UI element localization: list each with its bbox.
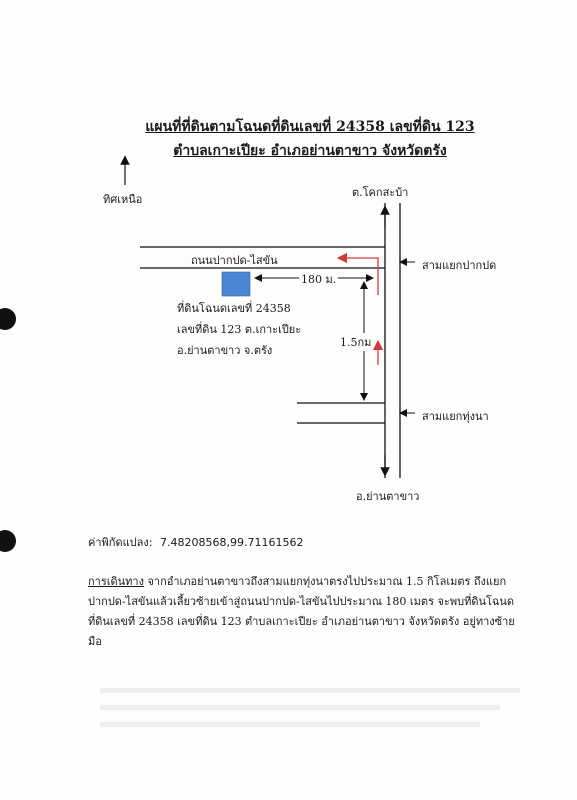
road-north-label: ต.โคกสะบ้า: [352, 186, 409, 199]
distance-label-180m: 180 ม.: [299, 270, 338, 288]
north-label: ทิศเหนือ: [103, 193, 143, 206]
show-through-line: [100, 705, 500, 710]
road-south-label: อ.ย่านตาขาว: [356, 490, 420, 503]
route-turn-line: [345, 258, 378, 295]
punch-hole: [0, 530, 16, 552]
land-parcel-marker: [222, 272, 250, 296]
map-title: แผนที่ที่ดินตามโฉนดที่ดินเลขที่ 24358 เลขที่ดิน 123: [145, 119, 475, 135]
parcel-label-line2: เลขที่ดิน 123 ต.เกาะเปียะ: [177, 323, 302, 336]
directions-text: จากอำเภอย่านตาขาวถึงสามแยกทุ่งนาตรงไปประมาณ 1.5 กิโลเมตร ถึงแยกปากปด-ไสขันแล้วเลี้ยวซ้ายเข้าสู่ถนนปากปด-ไสขันไปประมาณ 180 เมตร จะพบที่ดินโฉนดที่ดินเลขที่ 24358 เลขที่ดิน 123 ตำบลเกาะเปียะ อำเภอย่านตาขาว จังหวัดตรัง อยู่ทางซ้ายมือ: [88, 575, 515, 648]
coordinates-value: 7.48208568,99.71161562: [159, 536, 304, 549]
coordinates-label: ค่าพิกัดแปลง:: [88, 536, 153, 549]
coordinates: [88, 533, 307, 551]
show-through-line: [100, 688, 520, 693]
directions-paragraph: [88, 572, 518, 652]
directions-lead: การเดินทาง: [88, 575, 144, 588]
distance-label-1-5km: 1.5กม: [340, 333, 371, 351]
side-road-label: ถนนปากปด-ไสขัน: [191, 254, 278, 267]
parcel-label-line1: ที่ดินโฉนดเลขที่ 24358: [177, 302, 291, 315]
map-subtitle: ตำบลเกาะเปียะ อำเภอย่านตาขาว จังหวัดตรัง: [173, 143, 447, 159]
junction-thungna-label: สามแยกทุ่งนา: [422, 410, 489, 423]
show-through-line: [100, 722, 480, 727]
junction-pakpod-label: สามแยกปากปด: [422, 259, 497, 272]
parcel-label-line3: อ.ย่านตาขาว จ.ตรัง: [177, 344, 273, 357]
